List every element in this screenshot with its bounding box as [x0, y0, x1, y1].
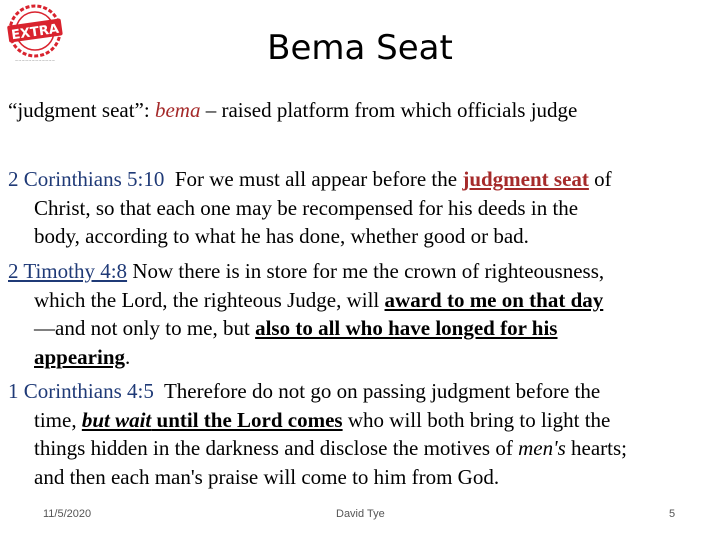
- definition-line: [8, 97, 577, 123]
- verse-reference: 1 Corinthians 4:5: [8, 379, 154, 403]
- footer-date: 11/5/2020: [43, 508, 92, 520]
- definition-word: bema: [154, 98, 201, 122]
- verse-2-corinthians-5-10: 2 Corinthians 5:10 For we must all appear before the judgment seat of Christ, so that each one may be recompensed for his deeds in the body, according to what he has done, whether good or bad.: [8, 167, 612, 248]
- definition-meaning: – raised platform from which officials judge: [205, 98, 578, 122]
- highlight-appearing: appearing: [34, 344, 126, 369]
- highlight-lord-comes: until the Lord comes: [151, 407, 343, 432]
- highlight-but-wait: but wait: [81, 407, 152, 432]
- definition-term: “judgment seat”:: [8, 98, 150, 122]
- verse-reference: 2 Timothy 4:8: [8, 259, 128, 283]
- highlight-longed: also to all who have longed for his: [255, 316, 558, 340]
- footer-page-number: 5: [669, 508, 676, 520]
- verse-1-corinthians-4-5: 1 Corinthians 4:5 Therefore do not go on passing judgment before the time, but wait until the Lord comes who will both bring to light the things hidden in the darkness and disclose the motives of men's hearts; and then each man's praise will come to him from God.: [8, 379, 627, 489]
- svg-text:~~~~~~~~~~~~: ~~~~~~~~~~~~: [14, 58, 56, 63]
- footer-author: David Tye: [336, 508, 385, 520]
- slide-title: Bema Seat: [267, 28, 453, 68]
- verse-reference: 2 Corinthians 5:10: [8, 167, 165, 191]
- svg-text:EXTRA: EXTRA: [10, 21, 60, 44]
- highlight-award: award to me on that day: [384, 287, 604, 312]
- verse-2-timothy-4-8: 2 Timothy 4:8 Now there is in store for me the crown of righteousness, which the Lord, the righteous Judge, will award to me on that day —and not only to me, but also to all who have longed for his appearing.: [8, 259, 605, 369]
- highlight-judgment-seat: judgment seat: [462, 167, 589, 191]
